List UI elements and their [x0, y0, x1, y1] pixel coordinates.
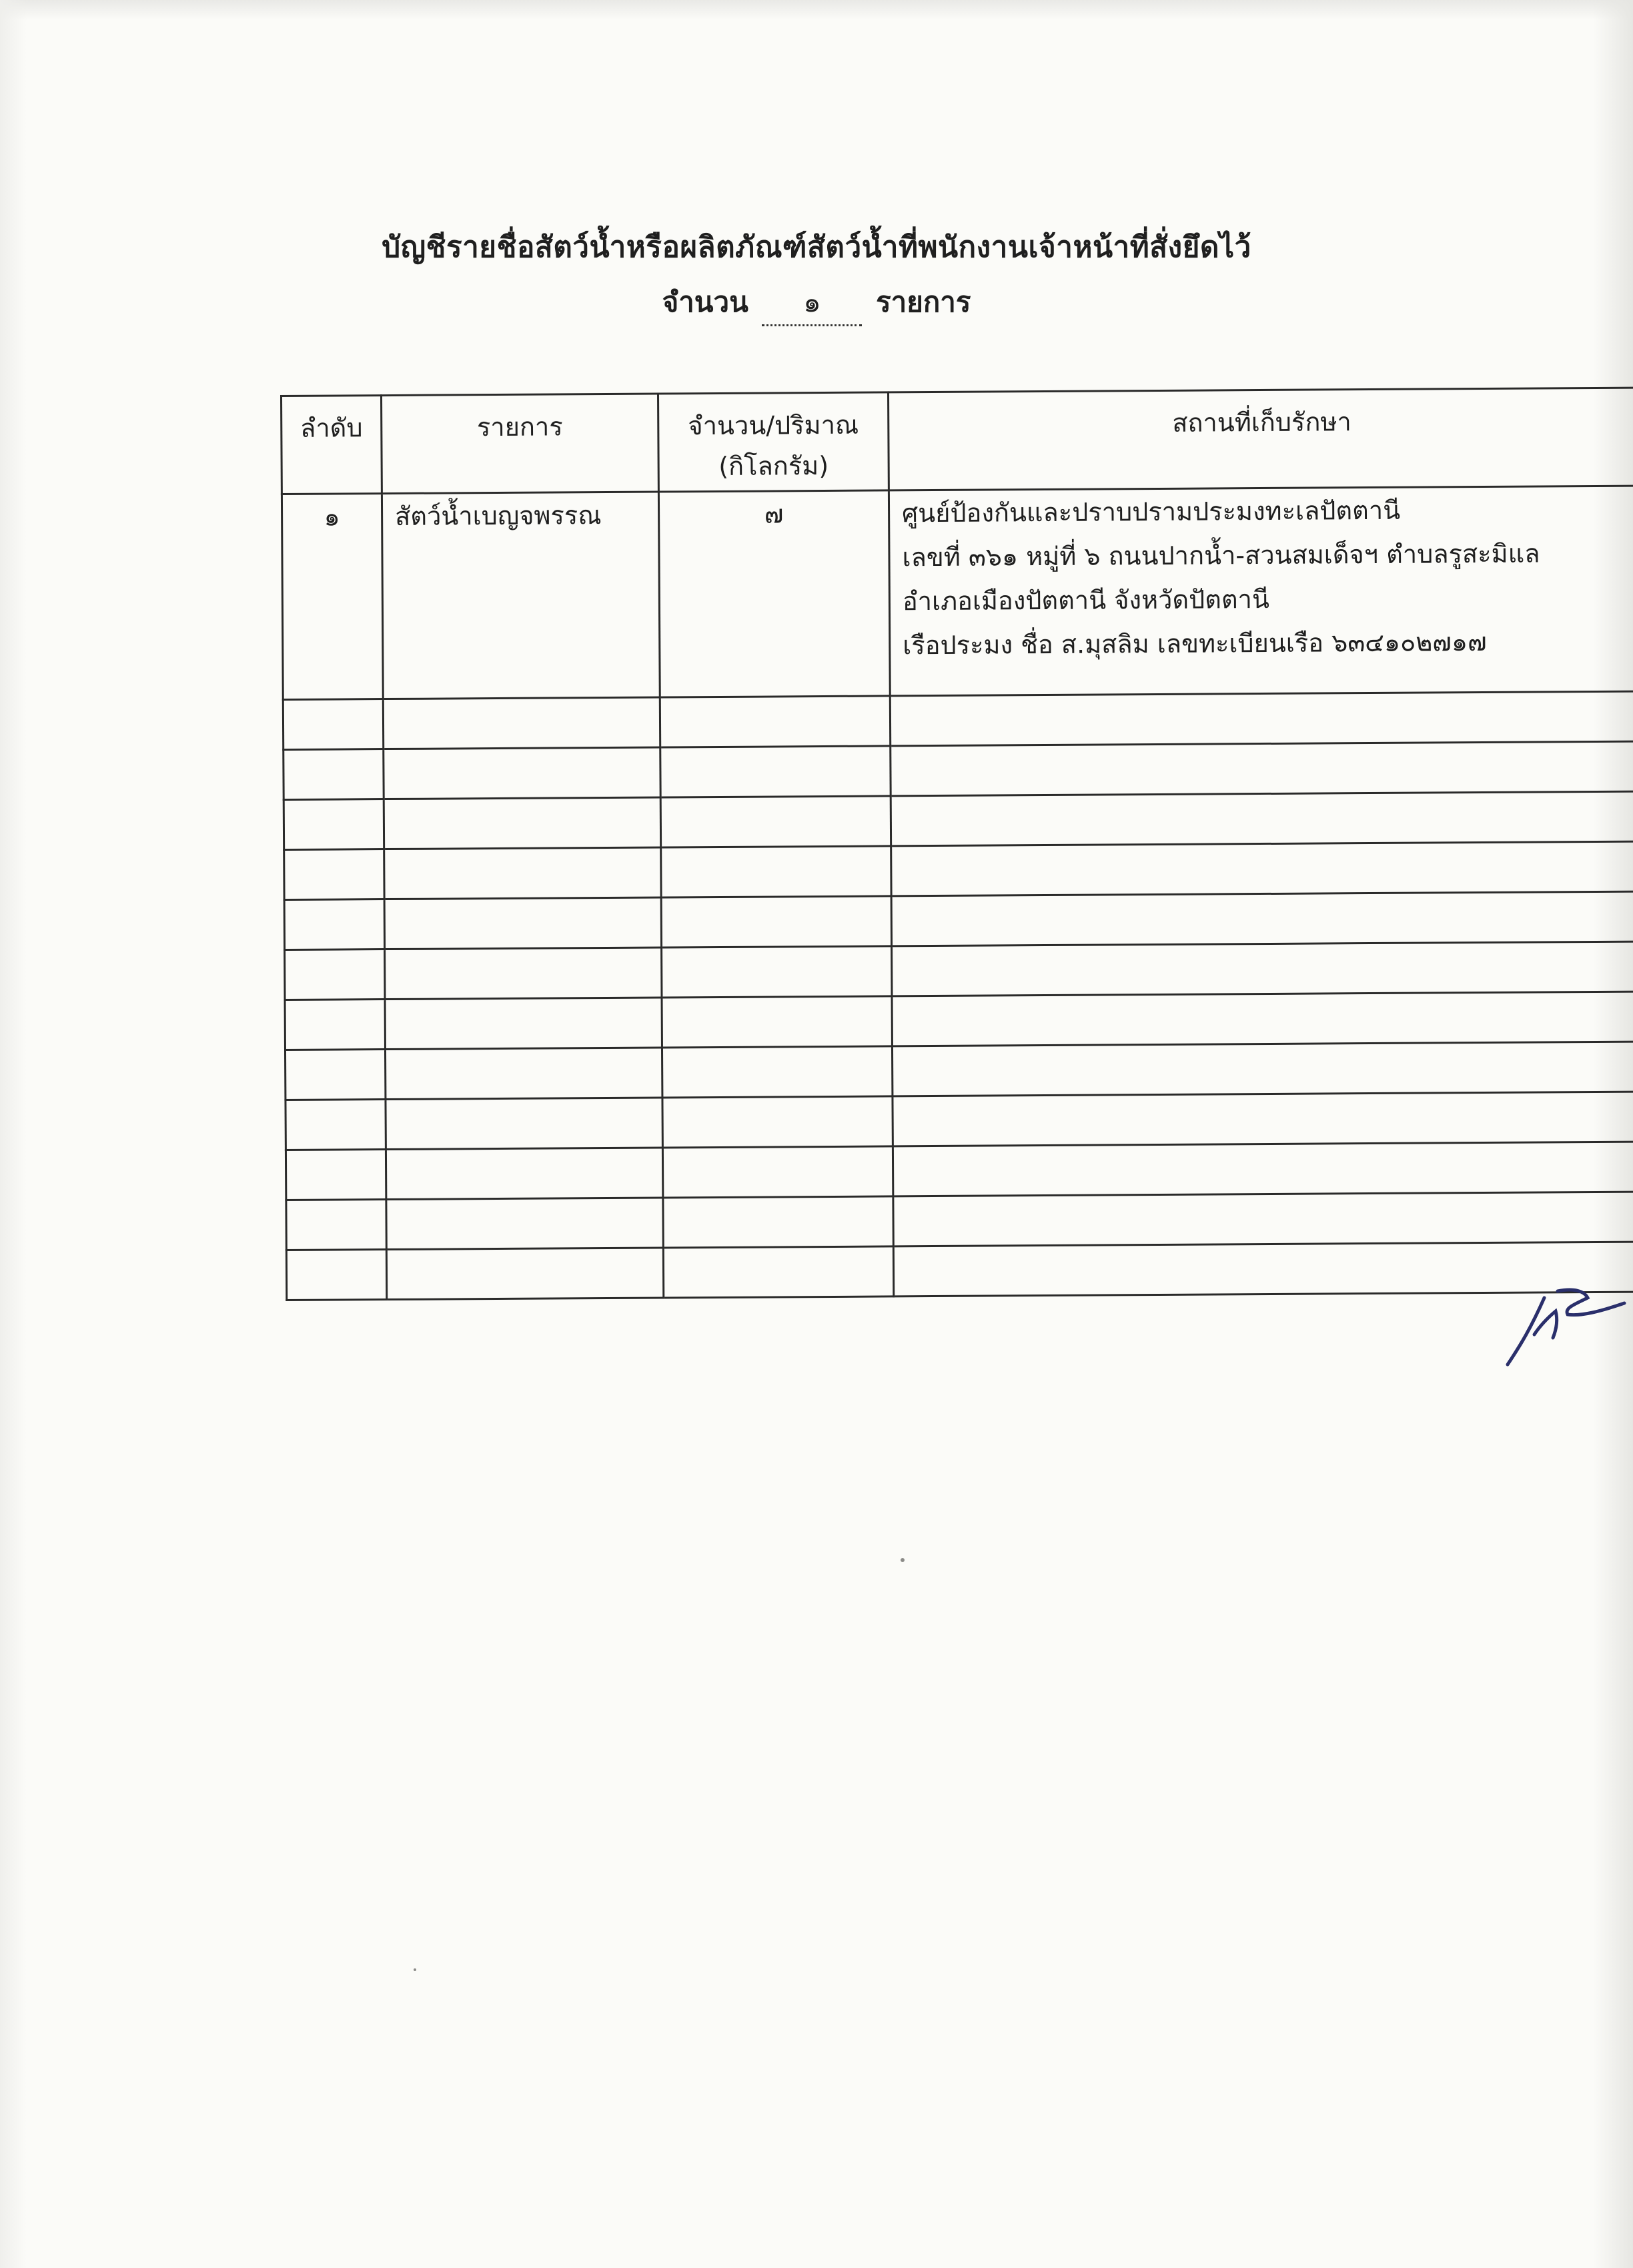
empty-cell	[284, 749, 384, 800]
empty-table-row	[283, 691, 1633, 749]
empty-cell	[286, 1100, 386, 1150]
empty-cell	[662, 1096, 893, 1148]
empty-cell	[662, 946, 892, 998]
scan-shadow-left	[0, 0, 27, 2268]
empty-cell	[286, 1200, 386, 1250]
empty-cell	[891, 791, 1633, 846]
empty-cell	[385, 948, 662, 1000]
empty-cell	[892, 1042, 1633, 1096]
empty-cell	[662, 1146, 893, 1198]
empty-cell	[284, 849, 384, 900]
empty-cell	[386, 1198, 663, 1250]
empty-cell	[891, 841, 1633, 896]
empty-table-row	[284, 891, 1633, 950]
empty-cell	[386, 1098, 662, 1150]
header-storage-place: สถานที่เก็บรักษา	[888, 388, 1633, 490]
empty-cell	[383, 697, 660, 749]
empty-cell	[891, 891, 1633, 946]
empty-cell	[891, 741, 1633, 796]
empty-cell	[662, 1046, 892, 1098]
empty-cell	[285, 1050, 385, 1100]
empty-cell	[285, 950, 385, 1000]
empty-cell	[384, 847, 661, 899]
empty-table-row	[285, 992, 1633, 1050]
empty-cell	[286, 1250, 386, 1300]
seized-items-table	[280, 387, 1633, 1301]
empty-table-row	[286, 1092, 1633, 1150]
empty-cell	[283, 699, 383, 750]
empty-cell	[662, 996, 892, 1048]
empty-cell	[284, 899, 384, 950]
empty-cell	[893, 1092, 1633, 1146]
document-title: บัญชีรายชื่อสัตว์น้ำหรือผลิตภัณฑ์สัตว์น้ำที่พนักงานเจ้าหน้าที่สั่งยึดไว้	[382, 230, 1251, 264]
empty-cell	[384, 897, 661, 950]
count-suffix: รายการ	[876, 286, 971, 318]
empty-cell	[892, 992, 1633, 1046]
storage-place-line: อำเภอเมืองปัตตานี จังหวัดปัตตานี	[902, 584, 1270, 617]
empty-cell	[384, 747, 660, 799]
empty-table-row	[285, 1042, 1633, 1100]
empty-table-row	[284, 741, 1633, 799]
empty-cell	[663, 1246, 893, 1298]
header-item: รายการ	[382, 394, 659, 494]
count-value: ๑	[762, 280, 862, 326]
empty-cell	[663, 1196, 893, 1248]
header-order: ลำดับ	[282, 396, 382, 494]
table-row	[282, 486, 1633, 699]
empty-table-row	[286, 1192, 1633, 1250]
scan-speck	[414, 1968, 416, 1971]
empty-cell	[661, 846, 891, 897]
empty-cell	[890, 691, 1633, 746]
empty-table-row	[286, 1142, 1633, 1200]
row-item: สัตว์น้ำเบญจพรรณ	[382, 492, 660, 699]
empty-cell	[660, 696, 890, 747]
row-quantity: ๗	[658, 490, 890, 697]
handwritten-signature	[1494, 1271, 1628, 1371]
empty-table-row	[284, 791, 1633, 849]
storage-place-line: ศูนย์ป้องกันและปราบปรามประมงทะเลปัตตานี	[901, 495, 1401, 528]
empty-cell	[893, 1192, 1633, 1246]
empty-cell	[661, 896, 891, 948]
scan-speck	[901, 1558, 905, 1562]
count-prefix: จำนวน	[662, 286, 748, 318]
empty-cell	[386, 1248, 663, 1300]
header-quantity-unit: (กิโลกรัม)	[718, 450, 829, 481]
header-quantity-label: จำนวน/ปริมาณ	[688, 410, 859, 441]
empty-cell	[892, 941, 1633, 996]
item-count-line	[0, 280, 1633, 326]
empty-table-row	[284, 841, 1633, 899]
row-storage-place	[889, 486, 1633, 696]
empty-table-row	[286, 1242, 1633, 1300]
storage-place-line: เลขที่ ๓๖๑ หมู่ที่ ๖ ถนนปากน้ำ-สวนสมเด็จฯ ตำบลรูสะมิแล	[902, 538, 1540, 573]
empty-cell	[286, 1150, 386, 1200]
empty-cell	[384, 797, 660, 849]
row-order: ๑	[282, 494, 383, 700]
empty-table-row	[285, 941, 1633, 1000]
table-header-row	[282, 388, 1633, 494]
empty-cell	[660, 746, 891, 797]
empty-rows	[283, 691, 1633, 1300]
empty-cell	[386, 1148, 662, 1200]
empty-cell	[284, 799, 384, 850]
empty-cell	[660, 796, 891, 847]
storage-place-line: เรือประมง ชื่อ ส.มุสลิม เลขทะเบียนเรือ ๖๓๔๑๐๒๗๑๗	[903, 627, 1487, 661]
header-quantity	[658, 392, 889, 492]
empty-cell	[893, 1142, 1633, 1196]
empty-cell	[285, 1000, 385, 1050]
empty-cell	[385, 998, 662, 1050]
scan-shadow-top	[0, 0, 1633, 20]
empty-cell	[385, 1048, 662, 1100]
